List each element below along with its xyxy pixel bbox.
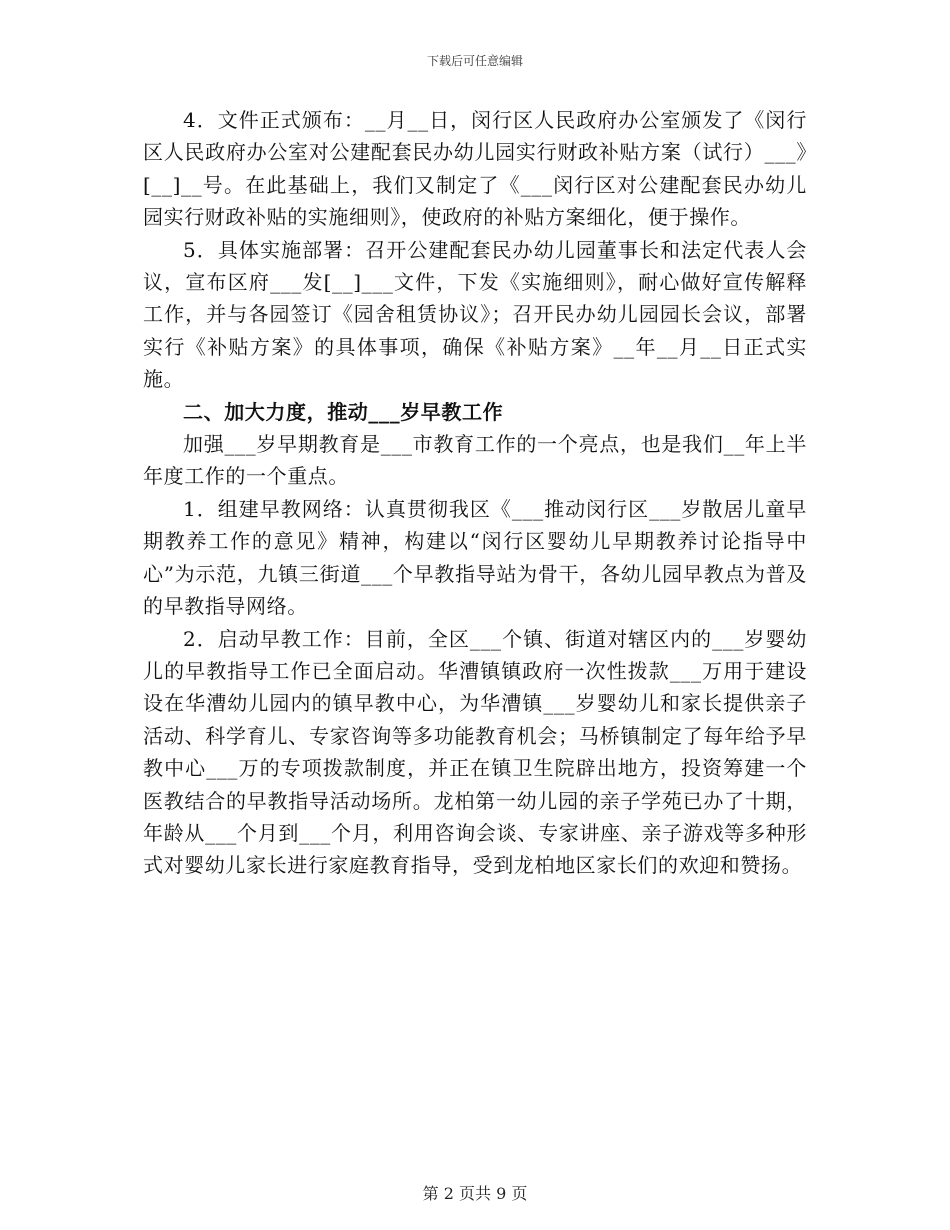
page-footer: 第 2 页共 9 页 — [422, 1184, 528, 1203]
paragraph-item-2: 2．启动早教工作：目前，全区___个镇、街道对辖区内的___岁婴幼儿的早教指导工作已全面启动。华漕镇镇政府一次性拨款___万用于建设设在华漕幼儿园内的镇早教中心，为华漕镇___岁婴幼儿和家长提供亲子活动、科学育儿、专家咨询等多功能教育机会；马桥镇制定了每年给予早教中心___万的专项拨款制度，并正在镇卫生院辟出地方，投资筹建一个医教结合的早教指导活动场所。龙柏第一幼儿园的亲子学苑已办了十期，年龄从___个月到___个月，利用咨询会谈、专家讲座、亲子游戏等多种形式对婴幼儿家长进行家庭教育指导，受到龙柏地区家长们的欢迎和赞扬。 — [143, 626, 807, 878]
paragraph-item-1: 1．组建早教网络：认真贯彻我区《___推动闵行区___岁散居儿童早期教养工作的意见》精神，构建以“闵行区婴幼儿早期教养讨论指导中心”为示范，九镇三街道___个早教指导站为骨干，各幼儿园早教点为普及的早教指导网络。 — [143, 496, 807, 619]
paragraph-item-4: 4．文件正式颁布：__月__日，闵行区人民政府办公室颁发了《闵行区人民政府办公室对公建配套民办幼儿园实行财政补贴方案（试行）___》[__]__号。在此基础上，我们又制定了《___闵行区对公建配套民办幼儿园实行财政补贴的实施细则》，使政府的补贴方案细化，便于操作。 — [143, 108, 807, 230]
paragraph-item-5: 5．具体实施部署：召开公建配套民办幼儿园董事长和法定代表人会议，宣布区府___发[__]___文件，下发《实施细则》，耐心做好宣传解释工作，并与各园签订《园舍租赁协议》；召开民办幼儿园园长会议，部署实行《补贴方案》的具体事项，确保《补贴方案》__年__月__日正式实施。 — [143, 237, 807, 392]
section-heading: 二、加大力度，推动___岁早教工作 — [183, 399, 504, 424]
paragraph-intro: 加强___岁早期教育是___市教育工作的一个亮点，也是我们__年上半年度工作的一个重点。 — [143, 432, 807, 489]
document-body — [143, 104, 807, 882]
page-header: 下载后可任意编辑 — [426, 54, 523, 68]
